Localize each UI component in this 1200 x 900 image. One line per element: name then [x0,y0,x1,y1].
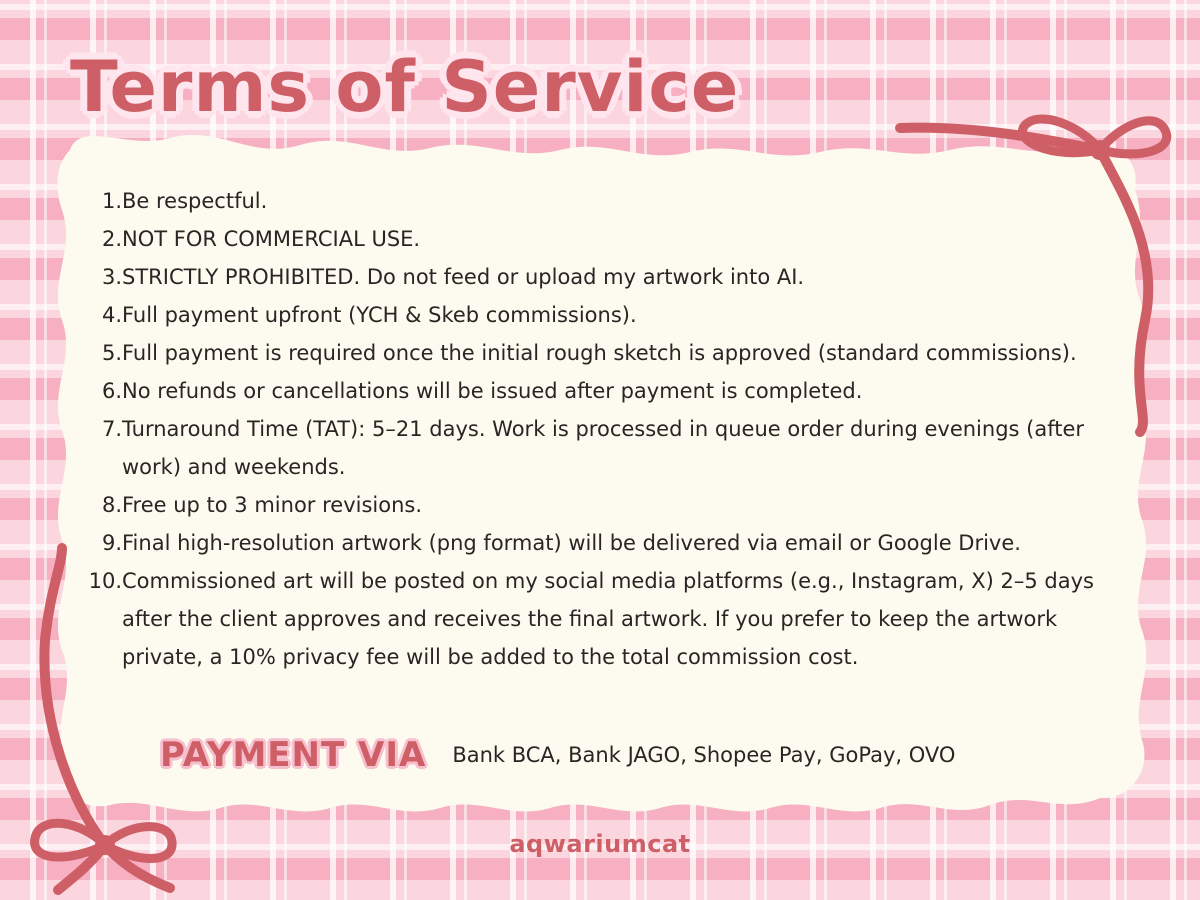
term-text: Full payment upfront (YCH & Skeb commissions). [122,303,637,327]
term-number: 8. [101,493,122,517]
payment-label: PAYMENT VIA [160,735,427,775]
payment-methods: Bank BCA, Bank JAGO, Shopee Pay, GoPay, OVO [452,743,956,767]
term-number: 10. [88,569,122,593]
term-text: Free up to 3 minor revisions. [122,493,423,517]
term-item [88,524,1098,562]
payment-section [160,735,955,775]
term-item [88,296,1098,334]
term-number: 6. [101,379,122,403]
term-number: 1. [101,189,122,213]
page-title: Terms of Service [70,46,740,128]
term-text: Final high-resolution artwork (png format) will be delivered via email or Google Drive. [122,531,1021,555]
term-number: 4. [101,303,122,327]
term-text: Commissioned art will be posted on my social media platforms (e.g., Instagram, X) 2–5 days after the client approves and receives the final artwork. If you prefer to keep the artwork private, a 10% privacy fee will be added to the total commission cost. [122,569,1094,669]
term-text: STRICTLY PROHIBITED. Do not feed or upload my artwork into AI. [122,265,805,289]
term-number: 7. [101,417,122,441]
term-text: No refunds or cancellations will be issued after payment is completed. [122,379,863,403]
term-item [88,562,1098,676]
term-item [88,220,1098,258]
term-text: Be respectful. [122,189,268,213]
term-number: 3. [101,265,122,289]
term-item [88,182,1098,220]
term-number: 9. [101,531,122,555]
artist-signature: aqwariumcat [509,830,691,858]
bow-knot [1090,140,1110,160]
term-text: Full payment is required once the initial rough sketch is approved (standard commissions). [122,341,1077,365]
term-item [88,258,1098,296]
term-text: Turnaround Time (TAT): 5–21 days. Work is processed in queue order during evenings (after work) and weekends. [122,417,1085,479]
term-text: NOT FOR COMMERCIAL USE. [122,227,421,251]
term-item [88,410,1098,486]
term-number: 2. [101,227,122,251]
term-number: 5. [101,341,122,365]
term-item [88,334,1098,372]
terms-list [88,182,1098,676]
term-item [88,372,1098,410]
term-item [88,486,1098,524]
